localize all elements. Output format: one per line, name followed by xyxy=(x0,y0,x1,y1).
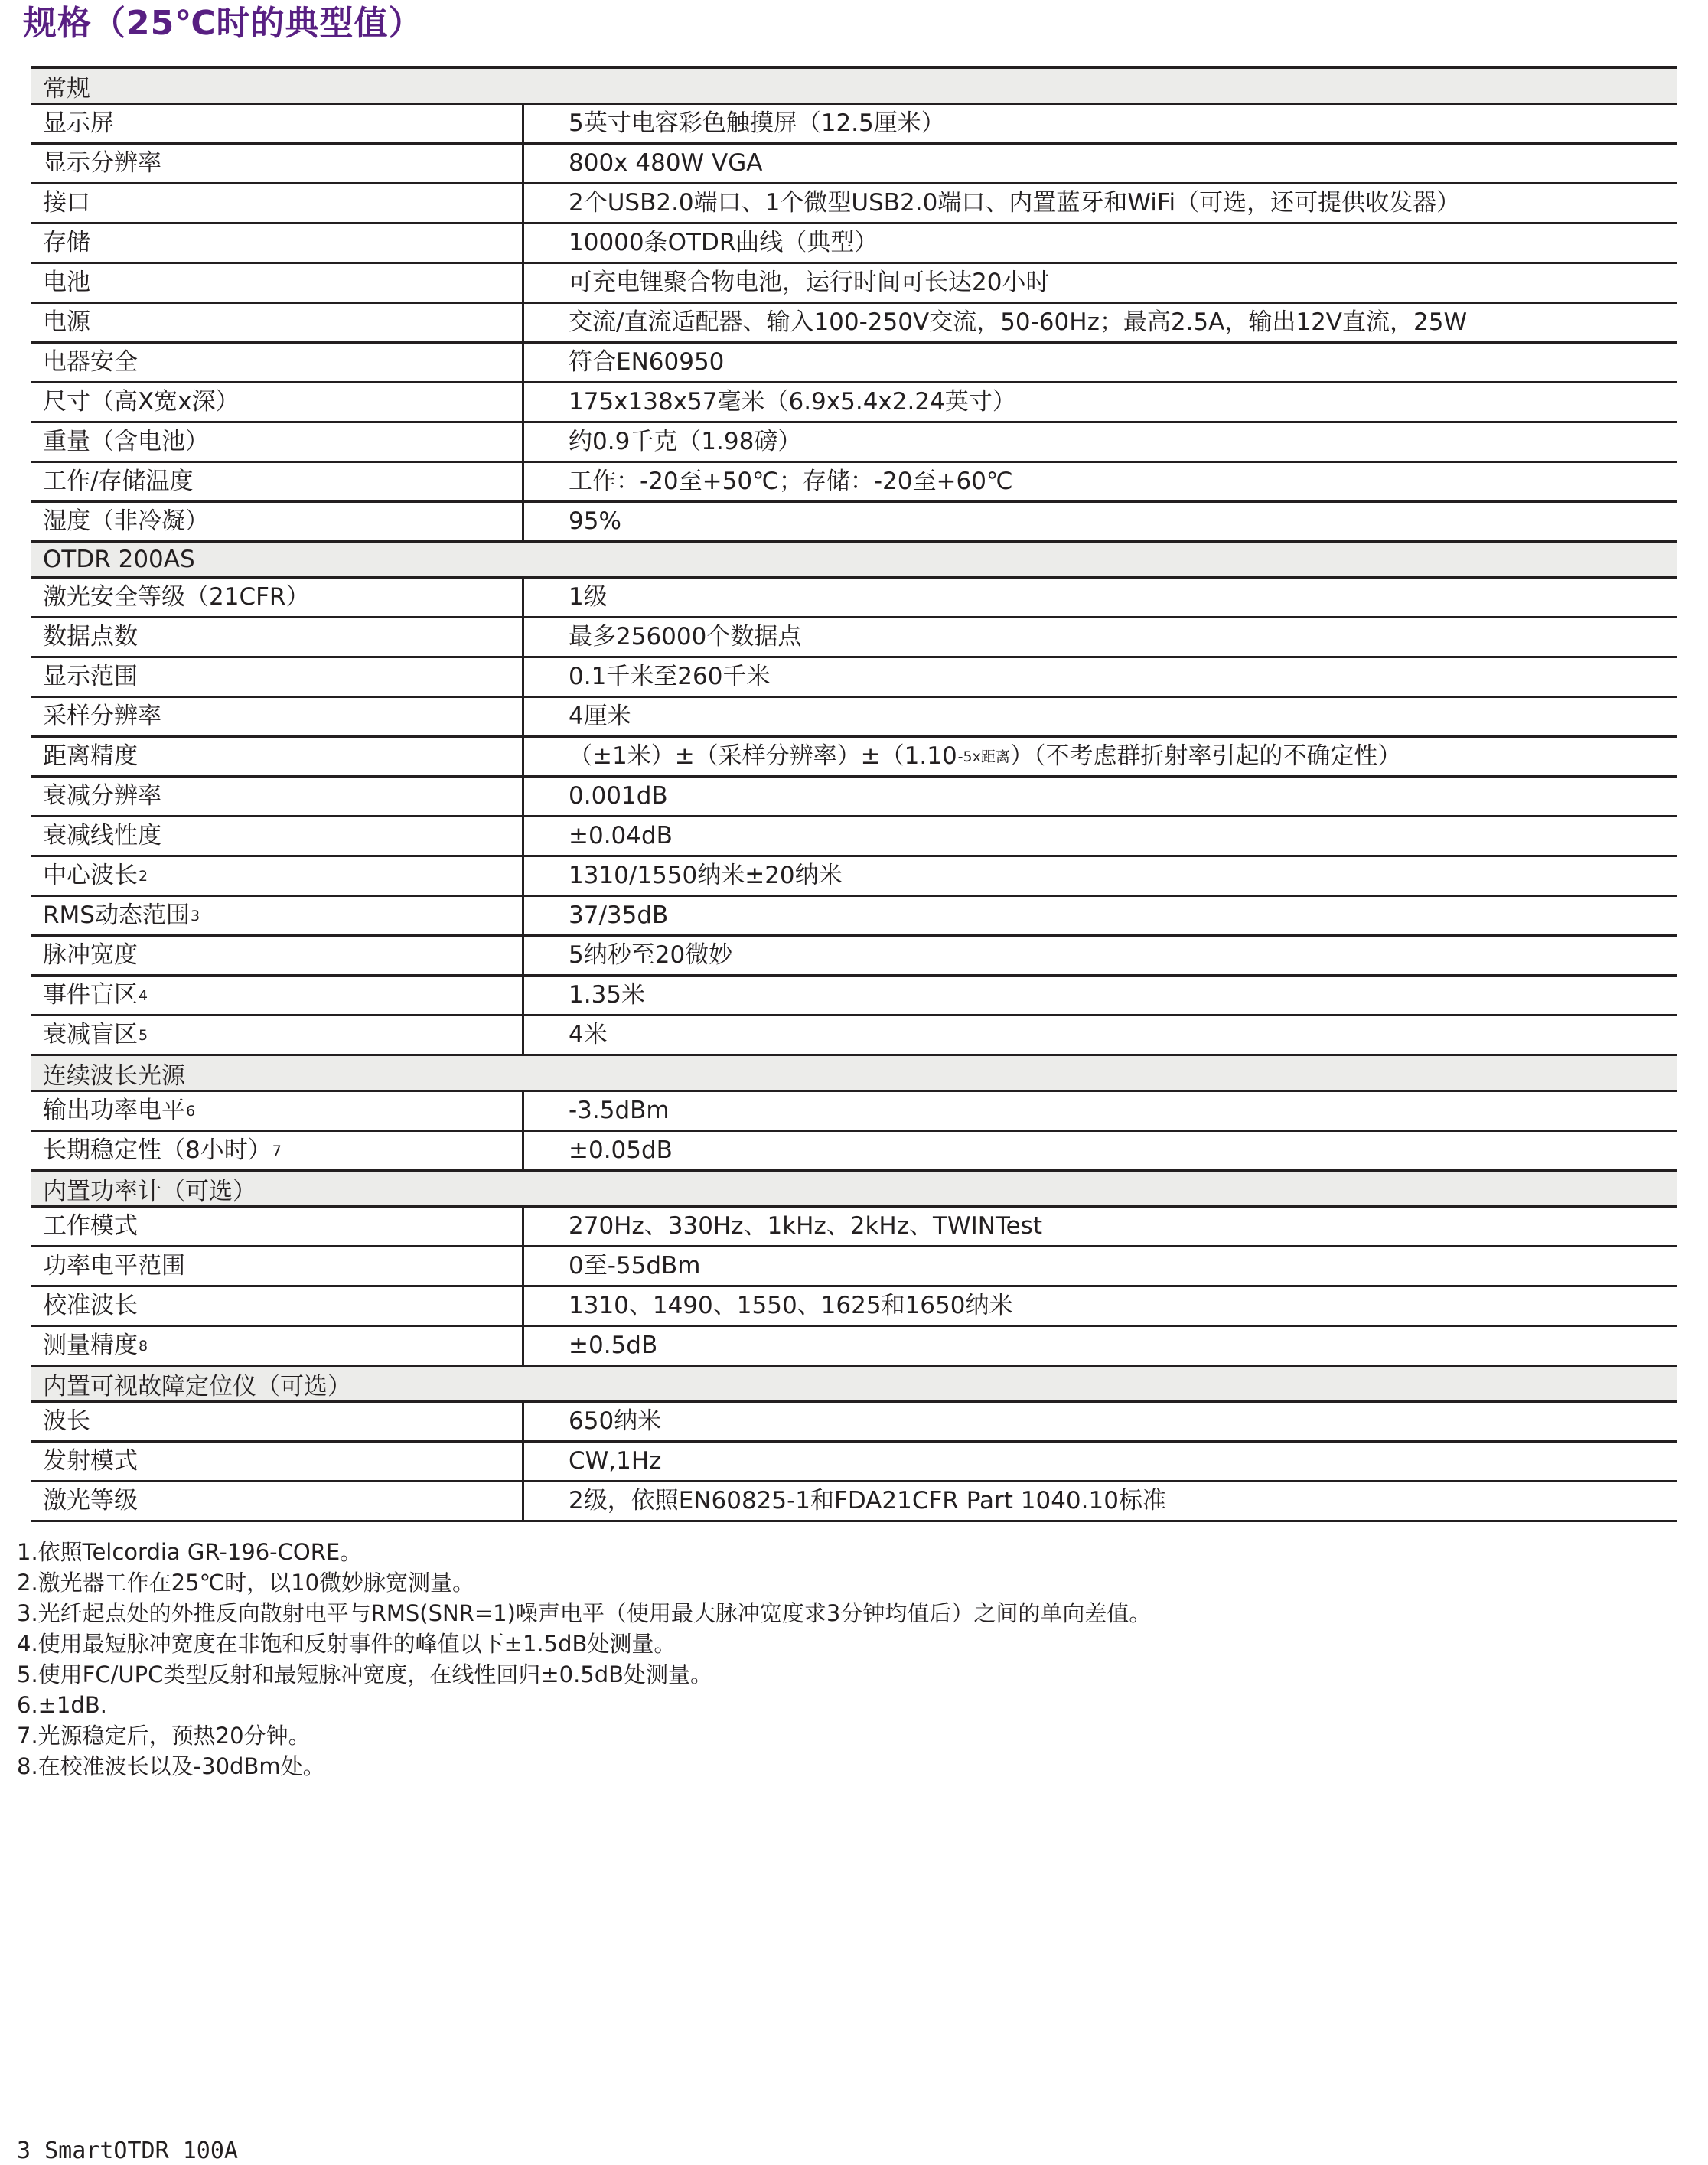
spec-value: 1310、1490、1550、1625和1650纳米 xyxy=(569,1292,1013,1319)
spec-row xyxy=(31,503,1677,543)
spec-value: 2个USB2.0端口、1个微型USB2.0端口、内置蓝牙和WiFi（可选，还可提供收发器） xyxy=(569,189,1461,217)
spec-value: 175x138x57毫米（6.9x5.4x2.24英寸） xyxy=(569,388,1016,416)
spec-value: 1310/1550纳米±20纳米 xyxy=(569,862,843,889)
spec-row xyxy=(31,423,1677,463)
spec-label: 中心波长 2 xyxy=(31,857,524,895)
footnote: 1.依照Telcordia GR-196-CORE。 xyxy=(17,1539,363,1565)
page-footer: 3 SmartOTDR 100A xyxy=(17,2137,238,2164)
spec-row xyxy=(31,977,1677,1016)
spec-label: 尺寸（高X宽x深） xyxy=(31,383,524,421)
spec-value: 交流/直流适配器、输入100-250V交流，50-60Hz；最高2.5A，输出12V直流，25W xyxy=(569,308,1468,336)
spec-value: 650纳米 xyxy=(569,1407,662,1435)
spec-value: ±0.04dB xyxy=(569,822,673,849)
spec-label: 事件盲区 4 xyxy=(31,977,524,1014)
spec-row xyxy=(31,618,1677,658)
spec-row xyxy=(31,1132,1677,1172)
spec-value: 最多256000个数据点 xyxy=(569,623,802,650)
spec-value: 10000条OTDR曲线（典型） xyxy=(569,229,878,256)
spec-label: 存储 xyxy=(31,224,524,262)
spec-label: 功率电平范围 xyxy=(31,1247,524,1285)
spec-row xyxy=(31,383,1677,423)
spec-label: 接口 xyxy=(31,184,524,222)
spec-row xyxy=(31,897,1677,937)
spec-row xyxy=(31,1092,1677,1132)
section-header: 连续波长光源 xyxy=(31,1056,1677,1092)
spec-value: 0.001dB xyxy=(569,782,668,810)
spec-label: 工作/存储温度 xyxy=(31,463,524,500)
spec-row xyxy=(31,463,1677,503)
spec-label: 显示范围 xyxy=(31,658,524,696)
footnote: 3.光纤起点处的外推反向散射电平与RMS(SNR=1)噪声电平（使用最大脉冲宽度求3分钟均值后）之间的单向差值。 xyxy=(17,1600,1152,1626)
spec-row xyxy=(31,778,1677,817)
spec-value: 4厘米 xyxy=(569,703,631,730)
spec-row xyxy=(31,1482,1677,1522)
spec-label: 脉冲宽度 xyxy=(31,937,524,974)
spec-row xyxy=(31,1208,1677,1247)
spec-label: 波长 xyxy=(31,1403,524,1440)
spec-row xyxy=(31,579,1677,618)
spec-row xyxy=(31,1403,1677,1443)
spec-value: 4米 xyxy=(569,1021,608,1048)
spec-label: 衰减线性度 xyxy=(31,817,524,855)
spec-value: 95% xyxy=(569,507,621,535)
spec-label: 距离精度 xyxy=(31,738,524,775)
spec-value: -3.5dBm xyxy=(569,1097,670,1124)
footnote: 2.激光器工作在25℃时，以10微妙脉宽测量。 xyxy=(17,1570,475,1596)
spec-label: 衰减分辨率 xyxy=(31,778,524,815)
spec-row xyxy=(31,184,1677,224)
spec-label: 测量精度 8 xyxy=(31,1327,524,1365)
spec-value: 可充电锂聚合物电池，运行时间可长达20小时 xyxy=(569,269,1050,296)
spec-row xyxy=(31,105,1677,145)
spec-label: 发射模式 xyxy=(31,1443,524,1480)
spec-value: 5英寸电容彩色触摸屏（12.5厘米） xyxy=(569,109,945,137)
spec-label: 校准波长 xyxy=(31,1287,524,1325)
spec-value: 270Hz、330Hz、1kHz、2kHz、TWINTest xyxy=(569,1212,1042,1240)
spec-label: 显示屏 xyxy=(31,105,524,142)
spec-row xyxy=(31,937,1677,977)
spec-value: 0至-55dBm xyxy=(569,1252,701,1280)
spec-value: ±0.5dB xyxy=(569,1332,658,1359)
spec-row xyxy=(31,304,1677,344)
spec-row xyxy=(31,264,1677,304)
spec-row xyxy=(31,1443,1677,1482)
spec-value: 符合EN60950 xyxy=(569,348,725,376)
footnote: 7.光源稳定后，预热20分钟。 xyxy=(17,1723,311,1749)
spec-value: CW,1Hz xyxy=(569,1447,662,1475)
spec-label: 输出功率电平 6 xyxy=(31,1092,524,1130)
spec-row xyxy=(31,817,1677,857)
footnote: 4.使用最短脉冲宽度在非饱和反射事件的峰值以下±1.5dB处测量。 xyxy=(17,1631,676,1657)
spec-label: 电源 xyxy=(31,304,524,341)
section-header: 常规 xyxy=(31,69,1677,105)
spec-value: 工作：-20至+50℃；存储：-20至+60℃ xyxy=(569,468,1013,495)
section-header: 内置功率计（可选） xyxy=(31,1172,1677,1208)
spec-value: 800x 480W VGA xyxy=(569,149,763,177)
footnote: 8.在校准波长以及-30dBm处。 xyxy=(17,1753,325,1779)
spec-label: 数据点数 xyxy=(31,618,524,656)
footnote: 5.使用FC/UPC类型反射和最短脉冲宽度，在线性回归±0.5dB处测量。 xyxy=(17,1661,713,1687)
spec-row xyxy=(31,1016,1677,1056)
spec-row xyxy=(31,698,1677,738)
spec-row xyxy=(31,344,1677,383)
spec-row xyxy=(31,1327,1677,1367)
spec-value: ±0.05dB xyxy=(569,1136,673,1164)
spec-value: 0.1千米至260千米 xyxy=(569,663,771,690)
footnotes xyxy=(17,1537,1151,1782)
spec-row xyxy=(31,1247,1677,1287)
spec-label: 激光安全等级（21CFR） xyxy=(31,579,524,616)
spec-row xyxy=(31,658,1677,698)
spec-value: 1级 xyxy=(569,583,608,611)
spec-value: 1.35米 xyxy=(569,981,646,1009)
spec-value: 37/35dB xyxy=(569,902,669,929)
section-header: 内置可视故障定位仪（可选） xyxy=(31,1367,1677,1403)
spec-label: 采样分辨率 xyxy=(31,698,524,735)
spec-label: 湿度（非冷凝） xyxy=(31,503,524,540)
spec-label: 激光等级 xyxy=(31,1482,524,1520)
spec-value: 2级，依照EN60825-1和FDA21CFR Part 1040.10标准 xyxy=(569,1487,1166,1515)
footnote: 6.±1dB. xyxy=(17,1692,107,1718)
spec-value: 5纳秒至20微妙 xyxy=(569,941,733,969)
spec-value: （±1米）±（采样分辨率）±（1.10 -5x距离 ）（不考虑群折射率引起的不确定性） xyxy=(569,742,1402,770)
spec-label: 长期稳定性（8小时） 7 xyxy=(31,1132,524,1169)
spec-value: 约0.9千克（1.98磅） xyxy=(569,428,802,455)
spec-label: 工作模式 xyxy=(31,1208,524,1245)
spec-row xyxy=(31,224,1677,264)
spec-label: RMS动态范围 3 xyxy=(31,897,524,934)
spec-label: 显示分辨率 xyxy=(31,145,524,182)
spec-row xyxy=(31,738,1677,778)
spec-label: 衰减盲区 5 xyxy=(31,1016,524,1054)
spec-label: 电池 xyxy=(31,264,524,302)
spec-row xyxy=(31,857,1677,897)
spec-row xyxy=(31,1287,1677,1327)
section-header: OTDR 200AS xyxy=(31,543,1677,579)
spec-row xyxy=(31,145,1677,184)
spec-label: 重量（含电池） xyxy=(31,423,524,461)
spec-label: 电器安全 xyxy=(31,344,524,381)
spec-table xyxy=(31,66,1677,1522)
page-title: 规格（25℃时的典型值） xyxy=(23,4,423,43)
